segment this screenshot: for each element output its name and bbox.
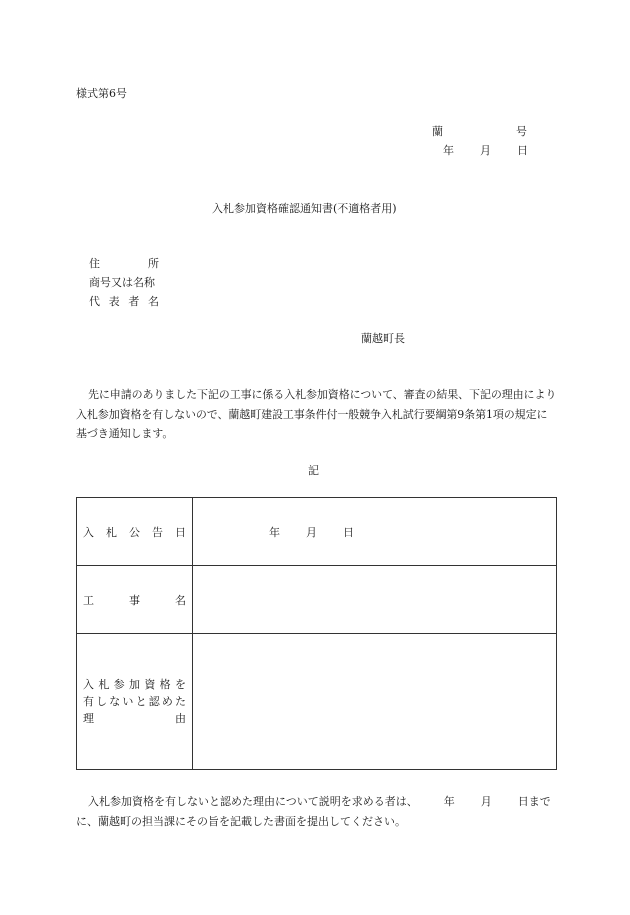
header-date-year: 年 — [443, 144, 454, 157]
reference-place: 蘭 — [432, 125, 443, 138]
issuer-name: 蘭越町長 — [361, 332, 405, 345]
notice-body: 先に申請のありました下記の工事に係る入札参加資格について、審査の結果、下記の理由により入札参加資格を有しないので、蘭越町建設工事条件付一般競争入札試行要綱第9条第1項の規定に基づき通知します。 — [76, 388, 557, 440]
footer-year: 年 — [443, 795, 455, 808]
address-label: 住 所 — [89, 257, 159, 270]
notice-date-month: 月 — [306, 525, 317, 539]
notice-date-year: 年 — [269, 525, 280, 539]
footer-text-before: 入札参加資格を有しないと認めた理由について説明を求める者は、 — [88, 795, 418, 808]
reason-value — [193, 634, 557, 770]
company-name-label: 商号又は名称 — [89, 276, 155, 289]
footer-text-after: までに、蘭越町の担当課にその旨を記載した書面を提出してください。 — [76, 795, 551, 828]
addressee-block — [89, 254, 169, 311]
reference-number-suffix: 号 — [516, 125, 527, 138]
footer-month: 月 — [480, 795, 492, 808]
notice-table — [76, 497, 557, 770]
notice-date-label: 入 札 公 告 日 — [77, 498, 193, 566]
footer-text — [76, 792, 558, 832]
document-title: 入札参加資格確認通知書(不適格者用) — [212, 202, 397, 215]
table-row-work-name — [77, 566, 557, 634]
reason-label: 入 札 参 加 資 格 を 有 し な い と 認 め た 理 由 — [77, 634, 193, 770]
representative-label: 代 表 者 名 — [89, 295, 159, 308]
header-date — [443, 142, 528, 158]
work-name-value — [193, 566, 557, 634]
header-date-day: 日 — [517, 144, 528, 157]
notice-date-value — [193, 498, 557, 566]
table-row-notice-date — [77, 498, 557, 566]
ki-heading: 記 — [308, 464, 319, 477]
notice-date-day: 日 — [343, 525, 354, 539]
table-row-reason — [77, 634, 557, 770]
form-number: 様式第6号 — [76, 87, 127, 100]
header-date-month: 月 — [480, 144, 491, 157]
footer-day: 日 — [517, 795, 529, 808]
work-name-label: 工 事 名 — [77, 566, 193, 634]
